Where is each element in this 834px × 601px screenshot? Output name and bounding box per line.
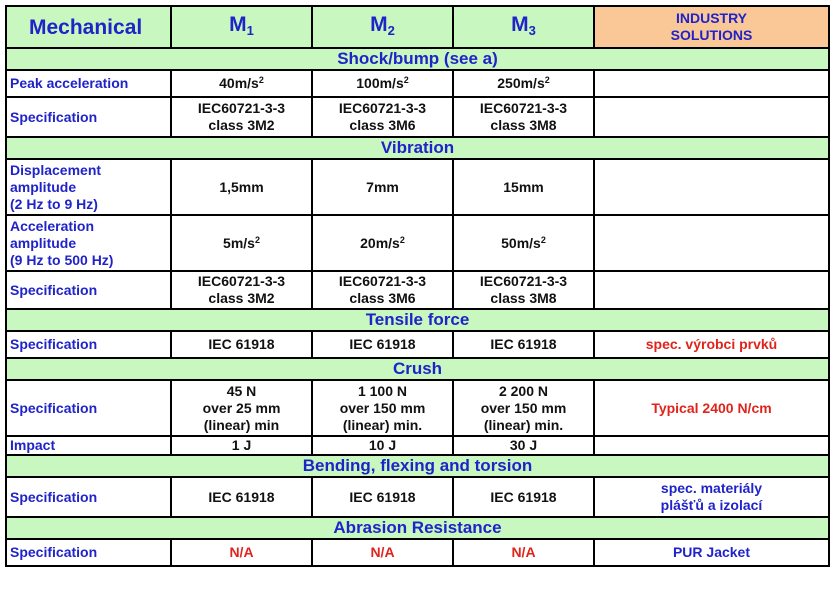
row-impact bbox=[6, 436, 829, 455]
cell-m2: IEC60721-3-3 class 3M6 bbox=[312, 271, 453, 309]
cell-m1: IEC60721-3-3 class 3M2 bbox=[171, 97, 312, 137]
cell-m2: 7mm bbox=[312, 159, 453, 215]
cell-industry bbox=[594, 97, 829, 137]
cell-m3: 30 J bbox=[453, 436, 594, 455]
cell-m2: 10 J bbox=[312, 436, 453, 455]
cell-m1: $40m/s^2$ bbox=[171, 70, 312, 97]
header-m2: $M_2$ bbox=[312, 6, 453, 48]
row-label: Impact bbox=[6, 436, 171, 455]
cell-industry bbox=[594, 70, 829, 97]
cell-m2: $100m/s^2$ bbox=[312, 70, 453, 97]
cell-m1: IEC 61918 bbox=[171, 477, 312, 517]
row-vibration-specification bbox=[6, 271, 829, 309]
section-title-bending: Bending, flexing and torsion bbox=[6, 455, 829, 477]
cell-m1: 1 J bbox=[171, 436, 312, 455]
cell-m3: IEC 61918 bbox=[453, 331, 594, 358]
cell-industry bbox=[594, 271, 829, 309]
header-row bbox=[6, 6, 829, 48]
section-vibration bbox=[6, 137, 829, 159]
cell-industry bbox=[594, 215, 829, 271]
row-bending-specification bbox=[6, 477, 829, 517]
cell-m2: IEC 61918 bbox=[312, 331, 453, 358]
section-abrasion bbox=[6, 517, 829, 539]
section-title-shock: Shock/bump (see a) bbox=[6, 48, 829, 70]
header-mechanical: Mechanical bbox=[6, 6, 171, 48]
cell-m1: $5m/s^2$ bbox=[171, 215, 312, 271]
row-label: Specification bbox=[6, 539, 171, 566]
mechanical-spec-table bbox=[5, 5, 830, 567]
cell-industry bbox=[594, 436, 829, 455]
cell-m2: $20m/s^2$ bbox=[312, 215, 453, 271]
cell-m3: 2 200 N over 150 mm (linear) min. bbox=[453, 380, 594, 436]
section-title-tensile: Tensile force bbox=[6, 309, 829, 331]
section-crush bbox=[6, 358, 829, 380]
section-shock bbox=[6, 48, 829, 70]
cell-industry: Typical 2400 N/cm bbox=[594, 380, 829, 436]
section-title-abrasion: Abrasion Resistance bbox=[6, 517, 829, 539]
section-title-vibration: Vibration bbox=[6, 137, 829, 159]
row-label: Peak acceleration bbox=[6, 70, 171, 97]
header-m3: $M_3$ bbox=[453, 6, 594, 48]
row-acceleration-amplitude bbox=[6, 215, 829, 271]
cell-m1: IEC 61918 bbox=[171, 331, 312, 358]
row-label: Displacement amplitude (2 Hz to 9 Hz) bbox=[6, 159, 171, 215]
cell-m2: N/A bbox=[312, 539, 453, 566]
cell-m1: 45 N over 25 mm (linear) min bbox=[171, 380, 312, 436]
cell-m3: $50m/s^2$ bbox=[453, 215, 594, 271]
row-displacement-amplitude bbox=[6, 159, 829, 215]
cell-m3: IEC60721-3-3 class 3M8 bbox=[453, 97, 594, 137]
row-crush-specification bbox=[6, 380, 829, 436]
cell-m1: IEC60721-3-3 class 3M2 bbox=[171, 271, 312, 309]
cell-m2: IEC60721-3-3 class 3M6 bbox=[312, 97, 453, 137]
cell-m1: N/A bbox=[171, 539, 312, 566]
cell-industry: spec. výrobci prvků bbox=[594, 331, 829, 358]
section-title-crush: Crush bbox=[6, 358, 829, 380]
cell-m3: IEC 61918 bbox=[453, 477, 594, 517]
cell-m1: 1,5mm bbox=[171, 159, 312, 215]
row-label: Acceleration amplitude (9 Hz to 500 Hz) bbox=[6, 215, 171, 271]
cell-m3: N/A bbox=[453, 539, 594, 566]
row-tensile-specification bbox=[6, 331, 829, 358]
row-abrasion-specification bbox=[6, 539, 829, 566]
section-bending bbox=[6, 455, 829, 477]
cell-industry bbox=[594, 159, 829, 215]
row-shock-specification bbox=[6, 97, 829, 137]
cell-m3: 15mm bbox=[453, 159, 594, 215]
row-label: Specification bbox=[6, 97, 171, 137]
cell-m3: IEC60721-3-3 class 3M8 bbox=[453, 271, 594, 309]
cell-m2: 1 100 N over 150 mm (linear) min. bbox=[312, 380, 453, 436]
row-label: Specification bbox=[6, 380, 171, 436]
row-label: Specification bbox=[6, 477, 171, 517]
cell-industry: spec. materiály plášťů a izolací bbox=[594, 477, 829, 517]
section-tensile bbox=[6, 309, 829, 331]
cell-m3: $250m/s^2$ bbox=[453, 70, 594, 97]
row-label: Specification bbox=[6, 331, 171, 358]
cell-industry: PUR Jacket bbox=[594, 539, 829, 566]
row-peak-acceleration bbox=[6, 70, 829, 97]
row-label: Specification bbox=[6, 271, 171, 309]
header-m1: $M_1$ bbox=[171, 6, 312, 48]
cell-m2: IEC 61918 bbox=[312, 477, 453, 517]
header-industry-solutions: INDUSTRY SOLUTIONS bbox=[594, 6, 829, 48]
